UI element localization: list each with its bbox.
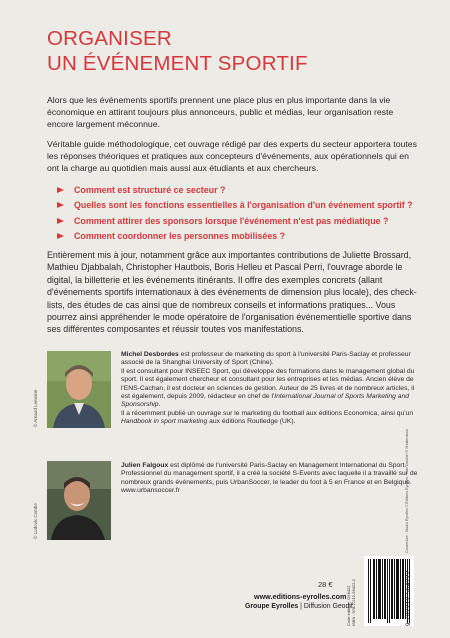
photo-credit: © Ludovic Combe — [33, 503, 38, 539]
bio-text: Il a récemment publié un ouvrage sur le marketing du football aux éditions Economica, ainsi qu'un — [121, 409, 414, 417]
question-text: Comment attirer des sponsors lorsque l'événement n'est pas médiatique ? — [74, 215, 389, 226]
author-photo-falgoux — [47, 461, 111, 540]
arrow-bullet-icon — [57, 233, 64, 239]
distributor-name: Diffusion Geodif — [303, 603, 353, 610]
author-bio-falgoux — [121, 462, 421, 496]
isbn: ISBN : 978-2-212-56422-2 — [351, 579, 356, 626]
book-title-italic: Handbook in sport marketing — [121, 418, 208, 426]
author-name: Michel Desbordes — [121, 351, 179, 358]
guide-paragraph: Véritable guide méthodologique, cet ouvrage rédigé par des experts du secteur apportera toutes les réponses théoriques et pratiques aux concepteurs d'événements, aux opérationnels qui en ont la charge au quotidien mais aussi aux étudiants et aux chercheurs. — [47, 139, 417, 174]
cover-credit: Couverture : Studio Eyrolles © Éditions Eyrolles · Ivan Dwulich © Shutterstock — [405, 428, 409, 553]
isbn-block — [346, 579, 356, 626]
arrow-bullet-icon — [57, 218, 64, 224]
author-bio-desbordes — [121, 351, 421, 427]
portrait-image — [47, 351, 111, 428]
question-text: Quelles sont les fonctions essentielles à l'organisation d'un événement sportif ? — [74, 200, 413, 211]
publisher-name: Groupe Eyrolles — [245, 603, 299, 610]
portrait-image — [47, 461, 111, 540]
intro-paragraph: Alors que les événements sportifs prennent une place plus en plus importante dans la vie économique en attirant toujours plus annonceurs, public et médias, leur organisation reste encore largement méconnue. — [47, 95, 394, 130]
bio-text: est professeur de marketing du sport à l'université Paris-Saclay et professeur associé de la Shanghai University of Sport (Chine). — [121, 351, 411, 367]
barcode-area — [344, 556, 420, 626]
title-line-1: ORGANISER — [47, 27, 172, 50]
question-item — [57, 213, 427, 229]
question-item — [57, 229, 427, 245]
title-line-2: UN ÉVÉNEMENT SPORTIF — [47, 52, 308, 75]
bio-text: est diplômé de l'université Paris-Saclay en Management International du Sport. Professionnel du management sportif, il a créé la société S-Events avec laquelle il a travaillé sur de nombreux grands événements, puis UrbanSoccer, le leader du foot à 5 en France et en Belgique. www.urbansoccer.fr — [121, 462, 418, 495]
question-item — [57, 198, 427, 214]
question-item — [57, 182, 427, 198]
book-title — [47, 26, 308, 76]
body-paragraph: Entièrement mis à jour, notamment grâce aux importantes contributions de Juliette Brossard, Mathieu Djabbalah, Christopher Hautbois, Boris Helleu et Pascal Perri, l'ouvrage aborde le digital, la billetterie et les événements itinérants. Il offre des exemples concrets (allant d'événements sportifs internationaux à des événements de dimension plus locale), des check-lists, des études de cas ainsi que de nombreux conseils et informations pratiques... Vous pourrez ainsi appréhender le mode opératoire de l'organisation événementielle sportive dans ses différentes composantes et réussir toutes vos manifestations. — [47, 250, 417, 335]
author-photo-desbordes — [47, 351, 111, 428]
code-editeur: Code éditeur : G56422 — [346, 585, 351, 626]
price: 28 € — [318, 580, 333, 589]
question-text: Comment est structuré ce secteur ? — [74, 184, 226, 195]
barcode-digits: 9 782212 564222 — [406, 570, 412, 626]
author-name: Julien Falgoux — [121, 462, 169, 469]
photo-credit: © Arnaud Lemoine — [33, 389, 38, 427]
question-list — [57, 182, 427, 244]
question-text: Comment coordonner les personnes mobilisées ? — [74, 231, 286, 242]
journal-title: International Journal of Sports Marketing and Sponsorship — [121, 393, 409, 409]
arrow-bullet-icon — [57, 187, 64, 193]
bio-text: Il est consultant pour INSEEC Sport, qui développe des formations dans le management global du sport. Il est également chercheur et consultant pour les entreprises et les médias. Ancien élève de l'ENS-Cachan, il est docteur en sciences de gestion. Auteur de 25 livres et de nombreux articles, il est également, depuis 2009, rédacteur en chef de l' — [121, 367, 415, 401]
bio-text: aux éditions Routledge (UK). — [207, 418, 296, 426]
bio-text: . — [158, 401, 161, 409]
arrow-bullet-icon — [57, 202, 64, 208]
publisher-website: www.editions-eyrolles.com — [254, 592, 347, 601]
publisher-group: Groupe Eyrolles | Diffusion Geodif — [245, 603, 353, 610]
